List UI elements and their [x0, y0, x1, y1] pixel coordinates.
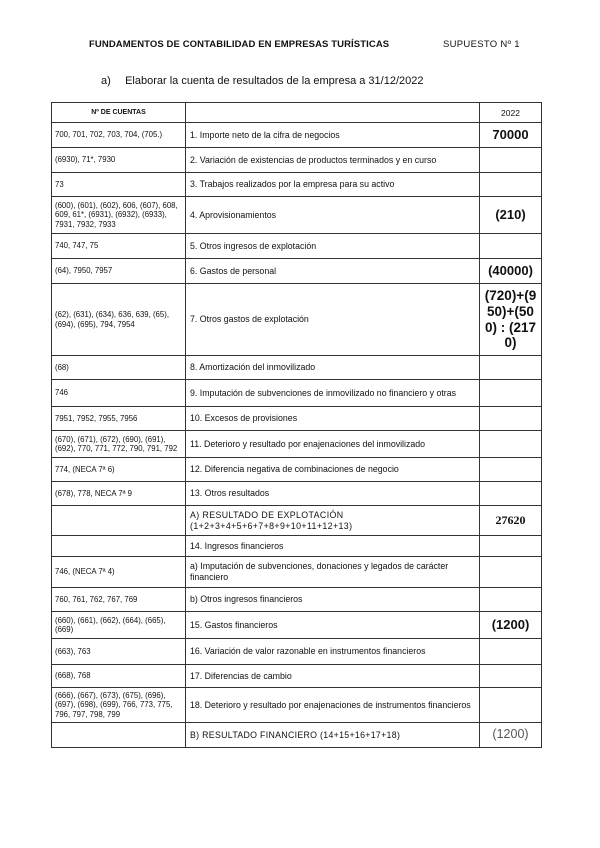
value-cell — [480, 482, 542, 506]
value-cell — [480, 557, 542, 588]
table-row — [52, 588, 542, 612]
table-row — [52, 639, 542, 665]
header-accounts: Nº DE CUENTAS — [52, 103, 186, 123]
description-cell: 11. Deterioro y resultado por enajenaciones del inmovilizado — [186, 431, 480, 458]
accounts-cell — [52, 506, 186, 536]
table-row — [52, 458, 542, 482]
value-cell: (1200) — [480, 612, 542, 639]
description-cell: 6. Gastos de personal — [186, 259, 480, 284]
description-cell: 16. Variación de valor razonable en instrumentos financieros — [186, 639, 480, 665]
accounts-cell: (660), (661), (662), (664), (665), (669) — [52, 612, 186, 639]
description-cell: 15. Gastos financieros — [186, 612, 480, 639]
accounts-cell: (666), (667), (673), (675), (696), (697), (698), (699), 766, 773, 775, 796, 797, 798, 799 — [52, 688, 186, 723]
table-row — [52, 356, 542, 380]
table-row — [52, 197, 542, 234]
value-cell: (40000) — [480, 259, 542, 284]
value-cell: (210) — [480, 197, 542, 234]
value-cell — [480, 588, 542, 612]
table-row — [52, 259, 542, 284]
accounts-cell: 7951, 7952, 7955, 7956 — [52, 407, 186, 431]
description-cell: 10. Excesos de provisiones — [186, 407, 480, 431]
accounts-cell: (68) — [52, 356, 186, 380]
value-cell — [480, 173, 542, 197]
description-cell: 4. Aprovisionamientos — [186, 197, 480, 234]
value-cell — [480, 458, 542, 482]
value-cell: (720)+(950)+(500) : (2170) — [480, 284, 542, 356]
value-cell — [480, 431, 542, 458]
table-row — [52, 557, 542, 588]
header-year: 2022 — [480, 103, 542, 123]
description-cell: 17. Diferencias de cambio — [186, 665, 480, 688]
value-cell — [480, 407, 542, 431]
value-cell: 70000 — [480, 123, 542, 148]
table-row — [52, 234, 542, 259]
table-row — [52, 665, 542, 688]
table-row — [52, 688, 542, 723]
description-cell: 8. Amortización del inmovilizado — [186, 356, 480, 380]
description-cell: B) RESULTADO FINANCIERO (14+15+16+17+18) — [186, 723, 480, 748]
value-cell: 27620 — [480, 506, 542, 536]
table-row — [52, 284, 542, 356]
value-cell — [480, 380, 542, 407]
value-cell — [480, 148, 542, 173]
table-row — [52, 407, 542, 431]
table-row — [52, 723, 542, 748]
description-cell: 12. Diferencia negativa de combinaciones de negocio — [186, 458, 480, 482]
accounts-cell: (678), 778, NECA 7ª 9 — [52, 482, 186, 506]
table-row — [52, 173, 542, 197]
income-statement-table — [51, 102, 542, 748]
accounts-cell: (670), (671), (672), (690), (691), (692), 770, 771, 772, 790, 791, 792 — [52, 431, 186, 458]
accounts-cell: (6930), 71*, 7930 — [52, 148, 186, 173]
description-cell: 1. Importe neto de la cifra de negocios — [186, 123, 480, 148]
description-cell: 14. Ingresos financieros — [186, 536, 480, 557]
exercise-label: a) — [101, 75, 111, 87]
description-cell: 5. Otros ingresos de explotación — [186, 234, 480, 259]
accounts-cell — [52, 536, 186, 557]
accounts-cell: 746 — [52, 380, 186, 407]
description-cell: 9. Imputación de subvenciones de inmovilizado no financiero y otras — [186, 380, 480, 407]
value-cell — [480, 356, 542, 380]
case-number: SUPUESTO Nº 1 — [443, 39, 520, 50]
value-cell — [480, 688, 542, 723]
table-row — [52, 612, 542, 639]
accounts-cell: 73 — [52, 173, 186, 197]
accounts-cell — [52, 723, 186, 748]
description-cell: 7. Otros gastos de explotación — [186, 284, 480, 356]
accounts-cell: 746, (NECA 7ª 4) — [52, 557, 186, 588]
value-cell: (1200) — [480, 723, 542, 748]
accounts-cell: (62), (631), (634), 636, 639, (65), (694), (695), 794, 7954 — [52, 284, 186, 356]
table-row — [52, 536, 542, 557]
table-row — [52, 482, 542, 506]
exercise-text: Elaborar la cuenta de resultados de la empresa a 31/12/2022 — [125, 75, 424, 87]
description-cell: a) Imputación de subvenciones, donaciones y legados de carácter financiero — [186, 557, 480, 588]
description-cell: 18. Deterioro y resultado por enajenaciones de instrumentos financieros — [186, 688, 480, 723]
accounts-cell: 774, (NECA 7ª 6) — [52, 458, 186, 482]
table-row — [52, 380, 542, 407]
accounts-cell: (663), 763 — [52, 639, 186, 665]
accounts-cell: (600), (601), (602), 606, (607), 608, 609, 61*, (6931), (6932), (6933), 7931, 7932, 7933 — [52, 197, 186, 234]
value-cell — [480, 639, 542, 665]
description-cell: 3. Trabajos realizados por la empresa para su activo — [186, 173, 480, 197]
table-header-row — [52, 103, 542, 123]
table-row — [52, 431, 542, 458]
table-row — [52, 148, 542, 173]
table-row — [52, 123, 542, 148]
course-title: FUNDAMENTOS DE CONTABILIDAD EN EMPRESAS TURÍSTICAS — [89, 39, 390, 50]
accounts-cell: (64), 7950, 7957 — [52, 259, 186, 284]
description-cell: 2. Variación de existencias de productos terminados y en curso — [186, 148, 480, 173]
exercise-instruction — [101, 75, 424, 87]
value-cell — [480, 536, 542, 557]
table-row — [52, 506, 542, 536]
value-cell — [480, 234, 542, 259]
description-cell: b) Otros ingresos financieros — [186, 588, 480, 612]
accounts-cell: 700, 701, 702, 703, 704, (705.) — [52, 123, 186, 148]
accounts-cell: (668), 768 — [52, 665, 186, 688]
header-description — [186, 103, 480, 123]
value-cell — [480, 665, 542, 688]
description-cell: 13. Otros resultados — [186, 482, 480, 506]
accounts-cell: 760, 761, 762, 767, 769 — [52, 588, 186, 612]
accounts-cell: 740, 747, 75 — [52, 234, 186, 259]
description-cell: A) RESULTADO DE EXPLOTACIÓN (1+2+3+4+5+6+7+8+9+10+11+12+13) — [186, 506, 480, 536]
